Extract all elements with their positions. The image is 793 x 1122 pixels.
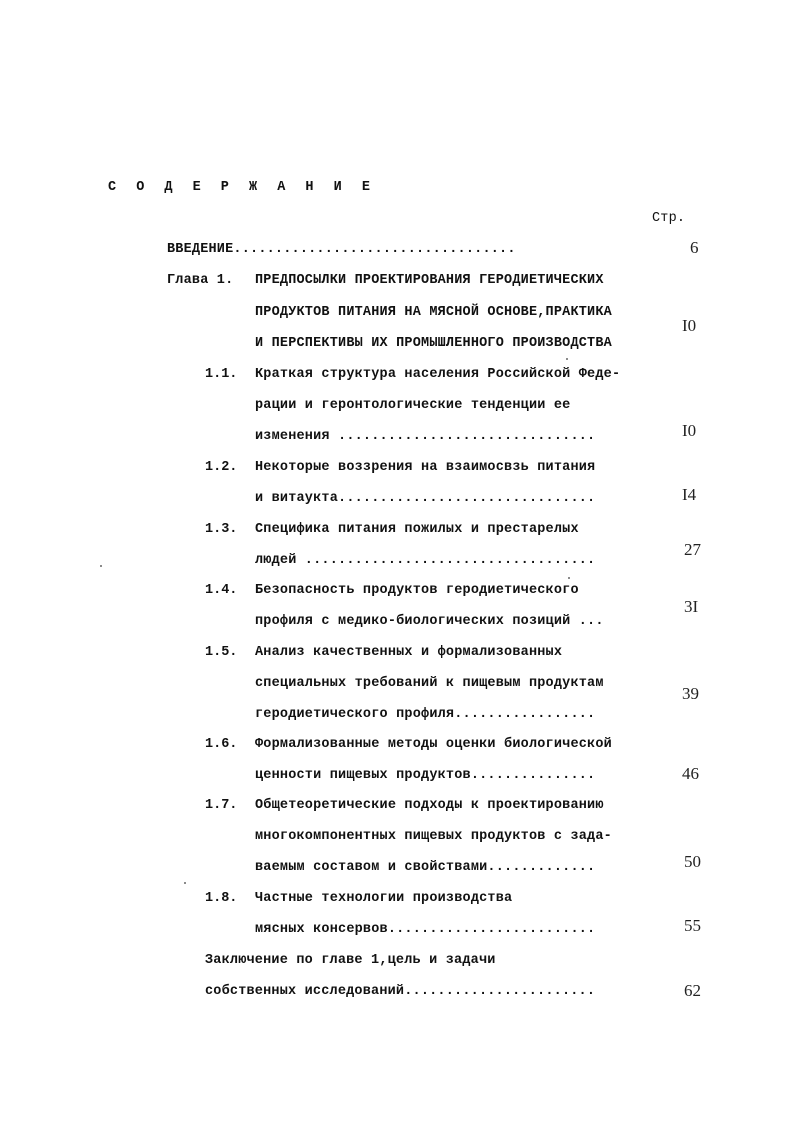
page-number: 27 bbox=[684, 540, 701, 559]
section-title-line: рации и геронтологические тенденции ее bbox=[255, 398, 571, 413]
scan-speck bbox=[568, 577, 570, 579]
page-number: 46 bbox=[682, 764, 699, 783]
section-title-line: ценности пищевых продуктов............... bbox=[255, 768, 596, 783]
section-title-line: Формализованные методы оценки биологической bbox=[255, 737, 612, 752]
section-title-line: Анализ качественных и формализованных bbox=[255, 645, 563, 660]
section-number: 1.7. bbox=[205, 798, 238, 813]
section-number: 1.2. bbox=[205, 460, 238, 475]
section-title-line: геродиетического профиля................. bbox=[255, 707, 596, 722]
chapter-title-line: ПРОДУКТОВ ПИТАНИЯ НА МЯСНОЙ ОСНОВЕ,ПРАКТИКА bbox=[255, 305, 612, 320]
section-number: 1.5. bbox=[205, 645, 238, 660]
section-title-line: Частные технологии производства bbox=[255, 891, 513, 906]
section-title-line: людей ................................... bbox=[255, 553, 596, 568]
page-number: 3I bbox=[684, 597, 699, 616]
page-column-header: Стр. bbox=[652, 211, 686, 226]
page-number: I0 bbox=[682, 421, 697, 440]
scan-speck bbox=[184, 882, 186, 884]
section-number: 1.3. bbox=[205, 522, 238, 537]
page-number: 55 bbox=[684, 916, 701, 935]
page-number: 6 bbox=[690, 238, 699, 257]
toc-title: С О Д Е Р Ж А Н И Е bbox=[108, 180, 376, 195]
toc-entry-intro: ВВЕДЕНИЕ.................................. bbox=[167, 242, 516, 257]
chapter-title-line: И ПЕРСПЕКТИВЫ ИХ ПРОМЫШЛЕННОГО ПРОИЗВОДСТВА bbox=[255, 336, 612, 351]
section-title-line: мясных консервов......................... bbox=[255, 922, 596, 937]
page-number: I4 bbox=[682, 485, 697, 504]
section-title-line: Общетеоретические подходы к проектированию bbox=[255, 798, 604, 813]
section-number: 1.8. bbox=[205, 891, 238, 906]
conclusion-title-line: Заключение по главе 1,цель и задачи bbox=[205, 953, 496, 968]
page-number: 50 bbox=[684, 852, 701, 871]
section-title-line: многокомпонентных пищевых продуктов с зада- bbox=[255, 829, 612, 844]
section-title-line: Некоторые воззрения на взаимосвзь питания bbox=[255, 460, 596, 475]
chapter-title-line: ПРЕДПОСЫЛКИ ПРОЕКТИРОВАНИЯ ГЕРОДИЕТИЧЕСКИХ bbox=[255, 273, 604, 288]
section-number: 1.1. bbox=[205, 367, 238, 382]
chapter-label: Глава 1. bbox=[167, 273, 234, 288]
section-title-line: Безопасность продуктов геродиетического bbox=[255, 583, 579, 598]
section-title-line: профиля с медико-биологических позиций ... bbox=[255, 614, 604, 629]
section-title-line: и витаукта............................... bbox=[255, 491, 596, 506]
section-title-line: изменения ............................... bbox=[255, 429, 596, 444]
page-number: 62 bbox=[684, 981, 701, 1000]
section-title-line: Специфика питания пожилых и престарелых bbox=[255, 522, 579, 537]
section-number: 1.6. bbox=[205, 737, 238, 752]
scan-speck bbox=[566, 358, 568, 360]
section-title-line: ваемым составом и свойствами............. bbox=[255, 860, 596, 875]
section-number: 1.4. bbox=[205, 583, 238, 598]
section-title-line: Краткая структура населения Российской Феде- bbox=[255, 367, 621, 382]
page-number: I0 bbox=[682, 316, 697, 335]
section-title-line: специальных требований к пищевым продуктам bbox=[255, 676, 604, 691]
page-number: 39 bbox=[682, 684, 699, 703]
scan-speck bbox=[100, 565, 102, 567]
conclusion-title-line: собственных исследований....................... bbox=[205, 984, 596, 999]
